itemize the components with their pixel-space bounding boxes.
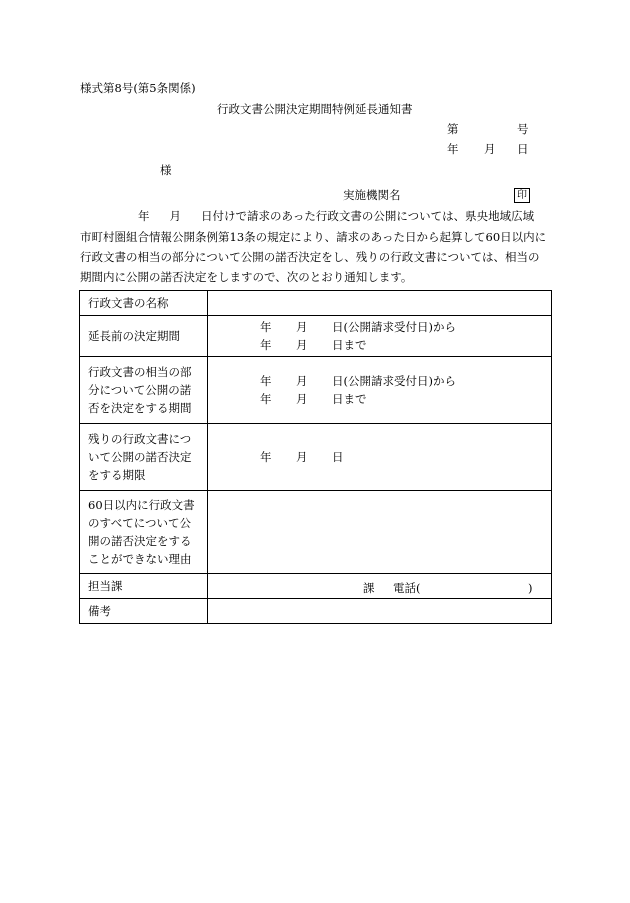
period-month: 月 [296,392,308,406]
table-row [80,599,552,624]
table-row [80,316,552,357]
label-line: のすべてについて公 [88,516,192,530]
label-line: をする期限 [88,468,146,482]
department-suffix: 課 [363,581,375,595]
form-number: 様式第8号(第5条関係) [80,81,196,95]
period-until: 日まで [332,392,367,406]
period-month: 月 [296,374,308,388]
partial-decision-period-field[interactable] [208,357,552,424]
table-row [80,291,552,316]
period-from: 日(公開請求受付日)から [332,320,456,334]
remarks-label: 備考 [80,599,208,624]
label-line: 否を決定をする期間 [88,401,192,415]
label-line: 60日以内に行政文書 [88,498,195,512]
table-row [80,357,552,424]
body-line-2: 市町村圏組合情報公開条例第13条の規定により、請求のあった日から起算して60日以内に [80,230,547,244]
reason-field[interactable] [208,491,552,574]
doc-number-dai: 第 [447,122,459,136]
department-label: 担当課 [80,574,208,599]
seal-box: 印 [514,188,530,203]
label-line: 行政文書の相当の部 [88,365,192,379]
doc-number-go: 号 [517,122,529,136]
label-line: いて公開の諾否決定 [88,450,192,464]
document-name-label: 行政文書の名称 [80,291,208,316]
body-line-3: 行政文書の相当の部分について公開の諾否決定をし、残りの行政文書については、相当の [80,250,540,264]
body-line-4: 期間内に公開の諾否決定をしますので、次のとおり通知します。 [80,270,413,284]
body-year: 年 [138,209,150,223]
body-line-1-text: 日付けで請求のあった行政文書の公開については、県央地域広域 [201,209,535,223]
date-year: 年 [447,142,459,156]
table-row [80,491,552,574]
label-line: 分について公開の諾 [88,383,192,397]
label-line: 残りの行政文書につ [88,432,192,446]
notice-table [79,290,552,624]
document-name-field[interactable] [208,291,552,316]
label-line: 開の諾否決定をする [88,534,192,548]
remaining-deadline-label [80,424,208,491]
label-line: ことができない理由 [88,552,192,566]
phone-label: 電話( [393,581,421,595]
pre-extension-period-field[interactable] [208,316,552,357]
body-line-1 [138,211,534,223]
partial-decision-period-label [80,357,208,424]
period-year: 年 [260,320,272,334]
agency-name-label: 実施機関名 [343,188,401,202]
period-from: 日(公開請求受付日)から [332,374,456,388]
department-field[interactable] [208,574,552,599]
period-month: 月 [296,320,308,334]
period-month: 月 [296,338,308,352]
period-year: 年 [260,338,272,352]
period-month: 月 [296,450,308,464]
table-row [80,574,552,599]
table-row [80,424,552,491]
remarks-field[interactable] [208,599,552,624]
date-day: 日 [517,142,529,156]
reason-label [80,491,208,574]
date-month: 月 [484,142,496,156]
pre-extension-period-label: 延長前の決定期間 [80,316,208,357]
addressee-honorific: 様 [160,163,172,177]
period-day: 日 [332,450,344,464]
period-year: 年 [260,450,272,464]
phone-close-paren: ) [528,581,533,595]
period-year: 年 [260,392,272,406]
remaining-deadline-field[interactable] [208,424,552,491]
period-until: 日まで [332,338,367,352]
document-title: 行政文書公開決定期間特例延長通知書 [217,102,413,116]
period-year: 年 [260,374,272,388]
body-month: 月 [169,209,181,223]
